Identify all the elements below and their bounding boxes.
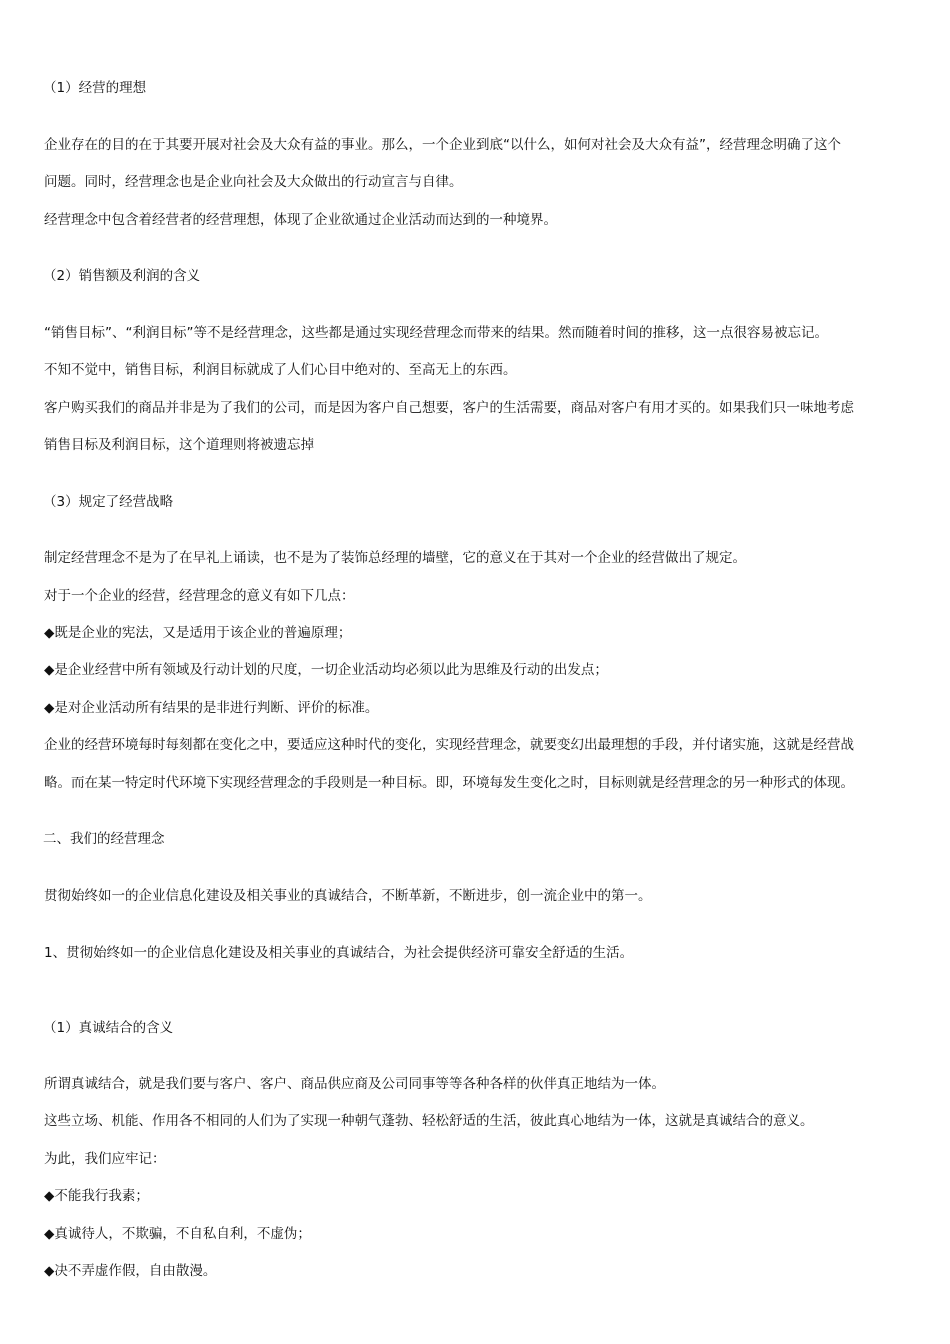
section-heading-strategy: （3）规定了经营战略 bbox=[43, 494, 174, 510]
paragraph-line: 1、贯彻始终如一的企业信息化建设及相关事业的真诚结合，为社会提供经济可靠安全舒适的生活。 bbox=[44, 945, 634, 961]
bullet-item: ◆真诚待人，不欺骗，不自私自利，不虚伪； bbox=[44, 1226, 311, 1242]
section-heading-ideal: （1）经营的理想 bbox=[43, 80, 147, 96]
section-heading-our-philosophy: 二、我们的经营理念 bbox=[43, 831, 165, 847]
paragraph-line: 销售目标及利润目标，这个道理则将被遗忘掉 bbox=[44, 437, 314, 453]
bullet-item: ◆不能我行我素； bbox=[44, 1188, 149, 1204]
bullet-item: ◆决不弄虚作假，自由散漫。 bbox=[44, 1263, 217, 1279]
bullet-item: ◆是对企业活动所有结果的是非进行判断、评价的标准。 bbox=[44, 700, 379, 716]
paragraph-line: 贯彻始终如一的企业信息化建设及相关事业的真诚结合，不断革新，不断进步，创一流企业中的第一。 bbox=[44, 888, 652, 904]
paragraph-line: 经营理念中包含着经营者的经营理想，体现了企业欲通过企业活动而达到的一种境界。 bbox=[44, 212, 557, 228]
paragraph-line: 企业的经营环境每时每刻都在变化之中，要适应这种时代的变化，实现经营理念，就要变幻出最理想的手段，并付诸实施，这就是经营战 bbox=[44, 737, 854, 753]
paragraph-line: 为此，我们应牢记： bbox=[44, 1151, 166, 1167]
paragraph-line: “销售目标”、“利润目标”等不是经营理念，这些都是通过实现经营理念而带来的结果。然而随着时间的推移，这一点很容易被忘记。 bbox=[44, 325, 828, 341]
paragraph-line: 客户购买我们的商品并非是为了我们的公司，而是因为客户自己想要，客户的生活需要，商品对客户有用才买的。如果我们只一味地考虑 bbox=[44, 400, 854, 416]
bullet-item: ◆是企业经营中所有领域及行动计划的尺度，一切企业活动均必须以此为思维及行动的出发点； bbox=[44, 662, 608, 678]
paragraph-line: 这些立场、机能、作用各不相同的人们为了实现一种朝气蓬勃、轻松舒适的生活，彼此真心地结为一体，这就是真诚结合的意义。 bbox=[44, 1113, 814, 1129]
bullet-item: ◆既是企业的宪法，又是适用于该企业的普遍原理； bbox=[44, 625, 352, 641]
paragraph-line: 所谓真诚结合，就是我们要与客户、客户、商品供应商及公司同事等等各种各样的伙伴真正地结为一体。 bbox=[44, 1076, 665, 1092]
paragraph-line: 不知不觉中，销售目标，利润目标就成了人们心目中绝对的、至高无上的东西。 bbox=[44, 362, 517, 378]
section-heading-sincere-union: （1）真诚结合的含义 bbox=[43, 1020, 174, 1036]
section-heading-sales-profit: （2）销售额及利润的含义 bbox=[43, 268, 201, 284]
paragraph-line: 企业存在的目的在于其要开展对社会及大众有益的事业。那么，一个企业到底“以什么，如何对社会及大众有益”，经营理念明确了这个 bbox=[44, 137, 841, 153]
paragraph-line: 对于一个企业的经营，经营理念的意义有如下几点： bbox=[44, 588, 355, 604]
paragraph-line: 略。而在某一特定时代环境下实现经营理念的手段则是一种目标。即，环境每发生变化之时，目标则就是经营理念的另一种形式的体现。 bbox=[44, 775, 854, 791]
paragraph-line: 制定经营理念不是为了在早礼上诵读，也不是为了装饰总经理的墙壁，它的意义在于其对一个企业的经营做出了规定。 bbox=[44, 550, 746, 566]
paragraph-line: 问题。同时，经营理念也是企业向社会及大众做出的行动宣言与自律。 bbox=[44, 174, 463, 190]
